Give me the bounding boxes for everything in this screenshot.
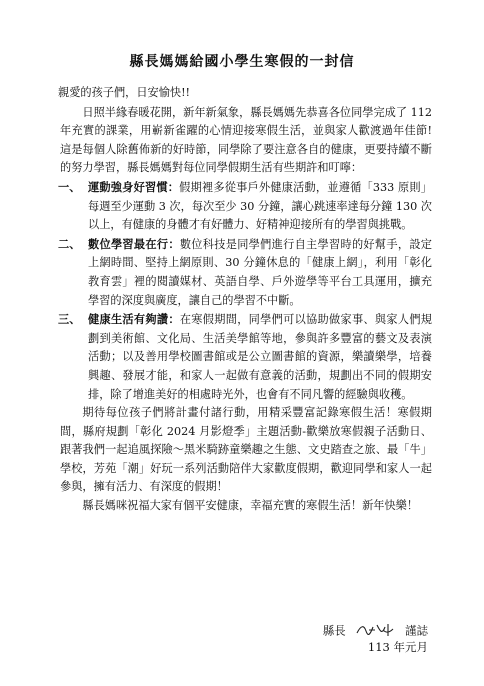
list-item: [60, 178, 432, 235]
expectation-list: [60, 178, 432, 404]
closing-paragraph-1: 期待每位孩子們將計畫付諸行動，用精采豐富記錄寒假生活！寒假期間，縣府規劃「彰化 2024 月影燈季」主題活動-歡樂放寒假親子活動日、跟著我們一起追風探險～黑米騎跡童樂趣之生態、文史踏查之旅、最「牛」學校，芳苑「潮」好玩一系列活動陪伴大家歡度假期，歡迎同學和家人一起參與，擁有活力、有深度的假期！: [60, 406, 432, 494]
letter-date: 113 年元月: [367, 640, 428, 654]
greeting: 親愛的孩子們，日安愉快!!: [58, 86, 191, 99]
letter-title: 縣長媽媽給國小學生寒假的一封信: [129, 54, 355, 70]
item-number: 二、: [58, 236, 81, 251]
item-text: 假期裡多從事戶外健康活動，並遵循「333 原則」 每週至少運動 3 次，每次至少 30 分鐘，讓心跳速率達每分鐘 130 次以上，有健康的身體才有好體力、好精神迎接所有的學習與挑戰。: [88, 180, 432, 232]
list-item: [60, 235, 432, 310]
item-text: 數位科技是同學們進行自主學習時的好幫手，設定上網時間、堅持上網原則、30 分鐘休息的「健康上網」，利用「彰化教育雲」裡的閱讀媒材、英語自學、戶外遊學等平台工具運用，擴充學習的深度與廣度，讓自己的學習不中斷。: [88, 237, 432, 307]
item-heading: 健康生活有夠讚：: [88, 312, 180, 327]
sign-prefix: 縣長: [322, 623, 346, 638]
list-item: [60, 310, 432, 404]
closing-paragraph-2: 縣長媽咪祝福大家有個平安健康，幸福充實的寒假生活！新年快樂！: [82, 499, 419, 513]
item-text: 在寒假期間，同學們可以協助做家事、與家人們規劃到美術館、文化局、生活美學館等地，參與許多豐富的藝文及表演活動；以及善用學校圖書館或是公立圖書館的資源，樂讀樂學，培養興趣、發展才能，和家人一起做有意義的活動，規劃出不同的假期安排，除了增進美好的相處時光外，也會有不同凡響的經驗與收穫。: [88, 313, 432, 401]
item-heading: 數位學習最在行：: [88, 236, 180, 251]
letter-body: [60, 84, 432, 516]
item-number: 三、: [58, 312, 81, 327]
item-heading: 運動強身好習慣：: [88, 179, 180, 194]
intro-paragraph: 日照半緣春暖花開，新年新氣象，縣長媽媽先恭喜各位同學完成了 112 年充實的課業，用嶄新雀躍的心情迎接寒假生活，並與家人歡渡過年佳節!這是每個人除舊佈新的好時節，同學除了要注意各自的健康，更要持續不斷的努力學習，縣長媽媽對每位同學假期生活有些期許和叮嚀：: [60, 105, 432, 175]
sign-suffix: 謹誌: [405, 623, 428, 638]
item-number: 一、: [58, 179, 81, 194]
